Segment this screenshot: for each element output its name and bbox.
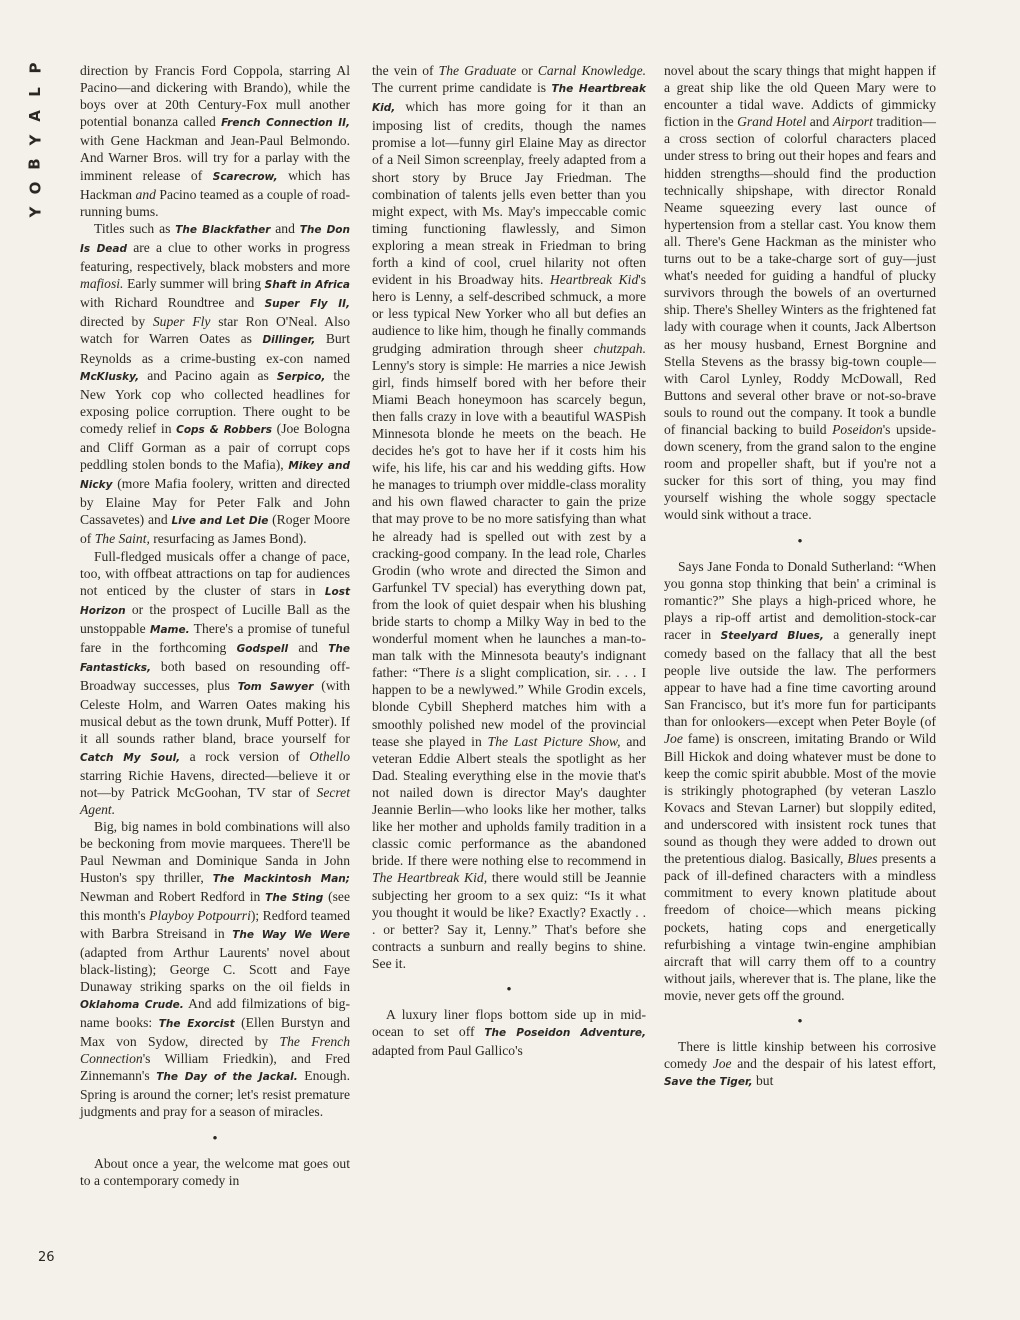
film-title: Super Fly II, xyxy=(264,298,350,311)
film-title: The Don Is Dead xyxy=(80,223,350,255)
italic-text: Joe xyxy=(664,731,683,747)
film-title: Cops & Robbers xyxy=(176,423,273,436)
italic-text: The Saint, xyxy=(94,531,150,547)
italic-text: The Graduate xyxy=(438,63,517,78)
masthead-letter: P xyxy=(26,62,44,74)
section-divider: • xyxy=(212,1130,218,1147)
body-text: a generally inept comedy based on the fallacy that all the best people live outside the law. The performers appear to have had a fine time cavorting around San Francisco, but it's more fun for participants than for onlookers—except when Peter Boyle (of xyxy=(664,626,936,730)
section-divider: • xyxy=(797,1013,803,1030)
body-text: Big, big names in bold combinations will also be beckoning from movie marquees. There'll be Paul Newman and Dominique Sanda in John Huston's spy thriller, xyxy=(80,818,350,886)
column-1 xyxy=(80,62,350,1189)
body-text: there would still be Jeannie subjecting her groom to a sex quiz: “Is it what you thought it would be like? Exactly? Exactly . . . or better? Say it, Lenny.” That's before she contracts a sunburn and really begins to shine. See it. xyxy=(372,870,646,971)
body-text: About once a year, the welcome mat goes out to a contemporary comedy in xyxy=(80,1155,350,1188)
article-paragraph xyxy=(80,62,350,220)
italic-text: Poseidon xyxy=(832,421,883,437)
film-title: The Exorcist xyxy=(158,1017,235,1030)
italic-text: chutzpah. xyxy=(593,340,646,356)
body-text: and Pacino again as xyxy=(139,367,277,383)
masthead-letter: B xyxy=(26,158,44,170)
masthead xyxy=(22,56,48,224)
body-text: Says Jane Fonda to Donald Sutherland: “When you gonna stop thinking that bein' a criminal is romantic?” She plays a high-priced whore, he plays a rip-off artist and demolition-stock-car racer in xyxy=(664,558,936,642)
body-text: resurfacing as James Bond). xyxy=(149,531,307,547)
body-text: Full-fledged musicals offer a change of pace, too, with offbeat attractions on tap for audiences not enticed by the cluster of stars in xyxy=(80,548,350,598)
body-text: Newman and Robert Redford in xyxy=(80,889,266,905)
body-text: (Joe Bologna and Cliff Gorman as a pair of corrupt cops peddling stolen bonds to the Mafia), xyxy=(80,420,350,473)
body-text: Pacino teamed as a couple of road-running bums. xyxy=(80,186,350,219)
masthead-letter: L xyxy=(26,87,44,97)
article-paragraph xyxy=(664,558,936,1004)
film-title: Dillinger, xyxy=(262,334,316,347)
film-title: Shaft in Africa xyxy=(264,279,350,292)
film-title: Lost Horizon xyxy=(80,585,350,617)
section-divider: • xyxy=(506,981,512,998)
body-text: Titles such as xyxy=(94,220,176,236)
body-text: with Richard Roundtree and xyxy=(80,295,265,311)
body-text: A luxury liner flops bottom side up in mid-ocean to set off xyxy=(372,1006,646,1040)
italic-text: mafiosi. xyxy=(80,276,124,292)
italic-text: The Last Picture Show, xyxy=(487,733,621,749)
body-text: (with Celeste Holm, and Warren Oates making his musical debut as the town drunk, Muff Potter). If it all sounds rather bland, brace yourself for xyxy=(80,678,350,747)
body-text: a slight complication, sir. . . . I happen to be a newlywed.” While Grodin excels, blonde Cybill Shepherd matches him with a smoothly polished new model of the provincial tease she played in xyxy=(372,665,646,749)
film-title: Serpico, xyxy=(276,370,326,383)
body-text: (Roger Moore of xyxy=(80,512,350,547)
italic-text: and xyxy=(135,186,156,202)
body-text: and xyxy=(806,114,833,130)
film-title: Live and Let Die xyxy=(171,515,269,528)
body-text: and veteran Eddie Albert steals the spotlight as her Dad. Stealing everything else in the movie that's not nailed down is director May's daughter Jeannie Berlin—who looks like her mother, talks like her mother and upholds family tradition in a classic comic performance as the abandoned bride. If there were nothing else to recommend in xyxy=(372,733,646,869)
body-text: which has Hackman xyxy=(80,167,350,202)
body-text: and xyxy=(288,640,329,655)
body-text: 's William Friedkin), and Fred Zinnemann's xyxy=(80,1051,350,1084)
film-title: McKlusky, xyxy=(80,370,140,383)
article-paragraph xyxy=(664,1038,936,1091)
film-title: French Connection II, xyxy=(221,117,350,130)
italic-text: Playboy Potpourri xyxy=(149,908,251,924)
film-title: Godspell xyxy=(236,643,289,655)
italic-text: Airport xyxy=(832,114,873,130)
film-title: The Sting xyxy=(265,892,324,905)
body-text: and the despair of his latest effort, xyxy=(731,1056,937,1072)
film-title: Catch My Soul, xyxy=(80,751,181,764)
body-text: The current prime candidate is xyxy=(372,80,552,96)
body-text: presents a pack of ill-defined characters with a mindless commitment to every known platitude about freedom of choice—which means picking pockets, hating cops and energetically refurbishing a vintage twin-engine amphibian aircraft that will carry them off to a country without jails, wherever that is. The plane, like the movie, never gets off the ground. xyxy=(664,851,936,1003)
film-title: Mikey and Nicky xyxy=(80,460,350,492)
italic-text: The Heartbreak Kid, xyxy=(372,870,488,886)
film-title: The Poseidon Adventure, xyxy=(484,1027,646,1040)
body-text: direction by Francis Ford Coppola, starring Al Pacino—and dickering with Brando), while the boys over at 20th Century-Fox mull another potential bonanza called xyxy=(80,63,350,130)
body-text: 's upside-down scenery, from the grand salon to the engine room and propeller shaft, but if you're not a sucker for this sort of thing, you may find yourself wishing the whole soggy spectacle would sink without a trace. xyxy=(664,421,936,523)
body-text: There's a promise of tuneful fare in the forthcoming xyxy=(80,620,351,655)
article-paragraph xyxy=(372,62,646,972)
body-text: (adapted from Arthur Laurents' novel about black-listing); George C. Scott and Faye Dunaway striking sparks on the oil fields in xyxy=(80,944,350,994)
body-text: adapted from Paul Gallico's xyxy=(372,1043,523,1059)
body-text: There is little kinship between his corrosive comedy xyxy=(664,1038,936,1072)
body-text: the New York cop who collected headlines for exposing police corruption. There ought to be comedy relief in xyxy=(80,367,350,436)
article-paragraph xyxy=(372,1006,646,1059)
article-paragraph xyxy=(80,548,350,818)
article-paragraph xyxy=(664,62,936,524)
italic-text: Grand Hotel xyxy=(737,114,807,130)
masthead-letter: Y xyxy=(26,134,44,146)
italic-text: Super Fly xyxy=(152,314,211,330)
film-title: Save the Tiger, xyxy=(664,1076,753,1089)
body-text: ); Redford teamed with Barbra Streisand in xyxy=(80,908,350,941)
body-text: but xyxy=(752,1073,774,1089)
article-paragraph xyxy=(80,220,350,548)
film-title: Mame. xyxy=(150,623,190,636)
italic-text: Heartbreak Kid xyxy=(549,272,639,288)
body-text: or the prospect of Lucille Ball as the unstoppable xyxy=(80,601,350,636)
film-title: Steelyard Blues, xyxy=(720,629,824,642)
body-text: (more Mafia foolery, written and directed by Elaine May for Peter Falk and John Cassavetes) and xyxy=(80,476,350,528)
body-text: starring Richie Havens, directed—believe it or not—by Patrick McGoohan, TV star of xyxy=(80,767,350,800)
page-number: 26 xyxy=(38,1250,55,1265)
body-text: directed by xyxy=(80,314,153,330)
film-title: The Blackfather xyxy=(175,223,271,236)
article-paragraph xyxy=(80,818,350,1121)
masthead-letter: O xyxy=(25,181,44,195)
body-text: novel about the scary things that might happen if a great ship like the old Queen Mary were to encounter a tidal wave. Addicts of gimmicky fiction in the xyxy=(664,63,936,130)
body-text: the vein of xyxy=(372,63,439,78)
body-text: or xyxy=(516,63,538,78)
column-2 xyxy=(372,62,646,1059)
section-divider: • xyxy=(797,533,803,550)
italic-text: Joe xyxy=(712,1056,732,1072)
film-title: The Way We Were xyxy=(232,928,350,941)
body-text: Enough. Spring is around the corner; let's resist premature judgments and pray for a season of miracles. xyxy=(80,1068,350,1120)
film-title: The Mackintosh Man; xyxy=(212,873,350,886)
italic-text: The French Connection xyxy=(80,1034,351,1067)
italic-text: is xyxy=(455,665,465,681)
masthead-letter: Y xyxy=(26,206,44,218)
body-text: a rock version of xyxy=(180,748,310,764)
body-text: with Gene Hackman and Jean-Paul Belmondo. And Warner Bros. will try for a parlay with the imminent release of xyxy=(80,133,350,183)
body-text: Burt Reynolds as a crime-busting ex-con named xyxy=(80,331,350,366)
body-text: (Ellen Burstyn and Max von Sydow, directed by xyxy=(80,1014,350,1050)
film-title: The Fantasticks, xyxy=(80,643,350,675)
body-text: 's hero is Lenny, a self-described schmuck, a more or less typical New Yorker who all but defies an audience to like him, though he finally commands grudging admiration through sheer xyxy=(372,272,646,356)
italic-text: Othello xyxy=(309,748,350,764)
body-text: Lenny's story is simple: He marries a nice Jewish girl, finds himself bored with her before their Miami Beach honeymoon has scarcely begun, then falls crazy in love with a beautiful WASPish Minnesota blonde he meets on the beach. He decides he's got to have her if it costs him his wife, his life, his car and his wedding gifts. How he manages to triumph over middle-class morality and his own flawed character to gain the prize that may prove to be no more satisfying than what he already had is spelled out with zest by a cracking-good company. In the lead role, Charles Grodin (who wrote and directed the Simon and Garfunkel TV special) has everything down pat, from the look of quiet despair when his blushing bride starts to chomp a Milky Way in bed to the wonderful moment when he launches a man-to-man talk with the Minnesota beauty's indignant father: “There xyxy=(372,357,646,681)
body-text: both based on resounding off-Broadway successes, plus xyxy=(80,659,350,694)
body-text: fame) is onscreen, imitating Brando or Wild Bill Hickok and doing whatever must be done to keep the comic spirit abubble. Most of the movie is strikingly photographed (by veteran Laszlo Kovacs and Stevan Larner) but sloppily edited, and underscored with insistent rock tunes that sound as though they were added to drown out the pretentious dialog. Basically, xyxy=(664,731,936,867)
masthead-letter: A xyxy=(25,110,44,122)
body-text: tradition—a cross section of colorful characters placed under stress to bring out their hopes and fears and hidden strengths—should find the production technically shipshape, with director Ronald Neame squeezing every last ounce of hypertension from a stellar cast. You know them all. There's Gene Hackman as the minister who turns out to be a take-charge sort of guy—just what's needed for guiding a handful of plucky survivors through the bowels of an overturned ship. There's Shelley Winters as the frightened fat lady with courage when it counts, Jack Albertson as her mousy husband, Ernest Borgnine and Stella Stevens as the brassy big-town couple—with Carol Lynley, Roddy McDowall, Red Buttons and several other brave or not-so-brave souls to round out the company. It took a bundle of financial backing to build xyxy=(664,114,936,437)
body-text: star Ron O'Neal. Also watch for Warren Oates as xyxy=(80,314,350,347)
film-title: Oklahoma Crude. xyxy=(80,998,184,1011)
film-title: The Heartbreak Kid, xyxy=(372,83,646,115)
body-text: which has more going for it than an imposing list of credits, though the names promise a lot—funny girl Elaine May as director of a Neil Simon screenplay, freely adapted from a short story by Bruce Jay Friedman. The combination of talents jells even better than you might expect, with Ms. May's impeccable comic timing functioning flawlessly, and Simon exploring a mean streak in Friedman to bring forth a kind of cool, cruel hilarity not often evident in his Broadway hits. xyxy=(372,99,646,288)
body-text: Early summer will bring xyxy=(123,276,265,292)
italic-text: Blues xyxy=(847,851,878,867)
italic-text: Secret Agent. xyxy=(80,784,350,817)
article-paragraph xyxy=(80,1155,350,1189)
body-text: are a clue to other works in progress featuring, respectively, black mobsters and more xyxy=(80,239,350,275)
body-text: (see this month's xyxy=(80,889,350,924)
film-title: Scarecrow, xyxy=(212,170,278,183)
film-title: The Day of the Jackal. xyxy=(156,1071,298,1084)
italic-text: Carnal Knowledge. xyxy=(537,63,647,78)
body-text: And add filmizations of big-name books: xyxy=(80,995,350,1030)
column-3 xyxy=(664,62,936,1091)
film-title: Tom Sawyer xyxy=(237,681,314,694)
body-text: and xyxy=(270,220,300,236)
